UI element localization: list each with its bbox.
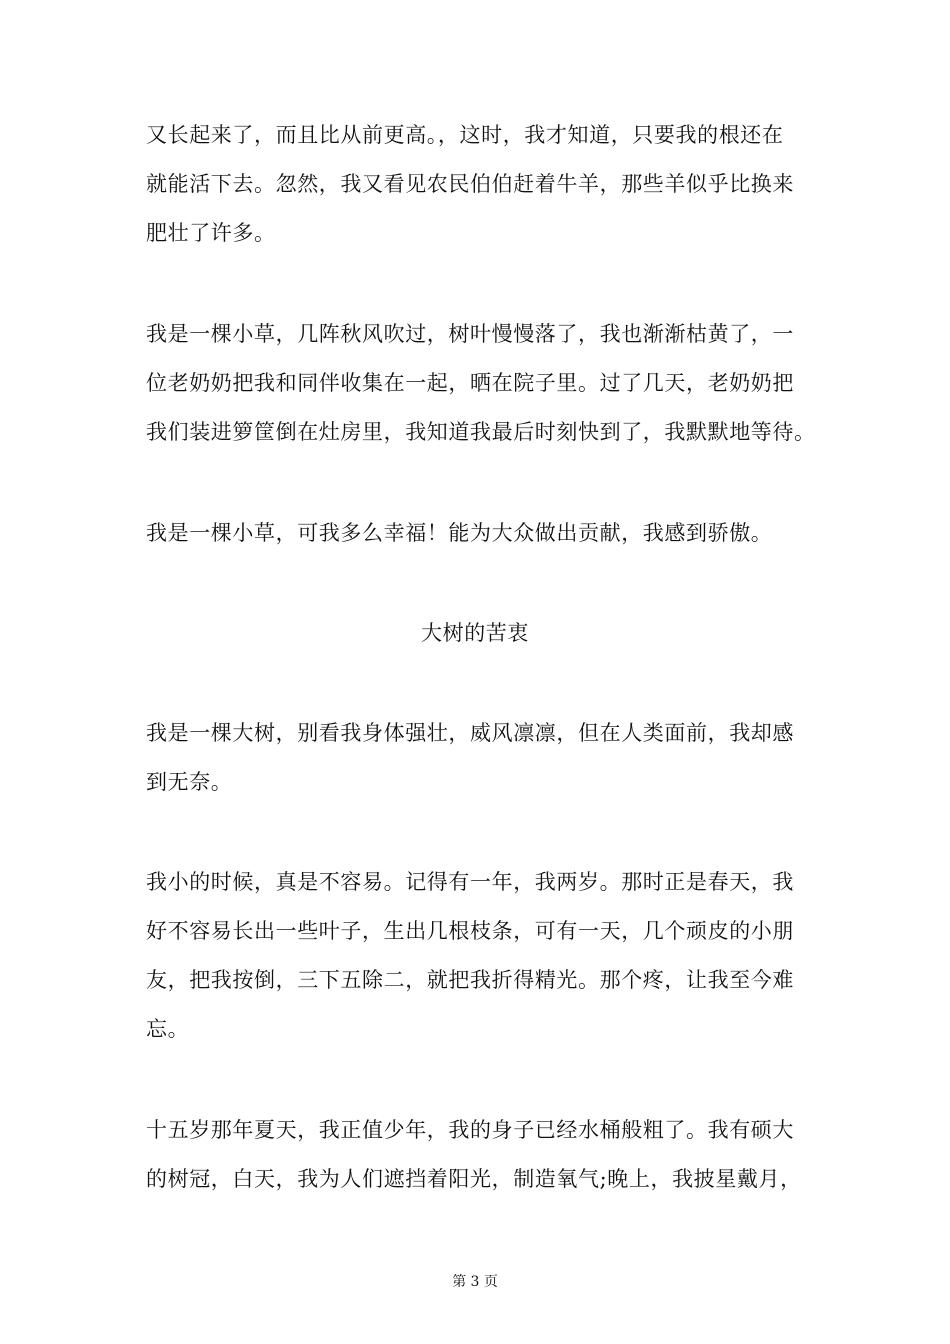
text-line: 我是一棵大树，别看我身体强壮，威风凛凛，但在人类面前，我却感 xyxy=(146,721,794,745)
page-number: 3 xyxy=(470,1274,480,1290)
paragraph-1 xyxy=(146,111,810,258)
text-line: 的树冠，白天，我为人们遮挡着阳光，制造氧气;晚上，我披星戴月， xyxy=(146,1167,802,1191)
text-line: 就能活下去。忽然，我又看见农民伯伯赶着牛羊，那些羊似乎比换来 xyxy=(146,172,794,196)
text-line: 到无奈。 xyxy=(146,770,233,794)
text-line: 我们装进箩筐倒在灶房里，我知道我最后时刻快到了，我默默地等待。 xyxy=(146,420,816,444)
text-line: 我小的时候，真是不容易。记得有一年，我两岁。那时正是春天，我 xyxy=(146,870,794,894)
page-label-suffix: 页 xyxy=(483,1274,498,1290)
text-line: 又长起来了，而且比从前更高。，这时，我才知道，只要我的根还在 xyxy=(146,123,784,147)
text-line: 好不容易长出一些叶子，生出几根枝条，可有一天，几个顽皮的小朋 xyxy=(146,919,794,943)
text-line: 友，把我按倒，三下五除二，就把我折得精光。那个疼，让我至今难 xyxy=(146,968,794,992)
paragraph-6 xyxy=(146,1106,810,1204)
text-line: 十五岁那年夏天，我正值少年，我的身子已经水桶般粗了。我有硕大 xyxy=(146,1118,794,1142)
page-label-prefix: 第 xyxy=(452,1274,467,1290)
text-line: 我是一棵小草，可我多么幸福！能为大众做出贡献，我感到骄傲。 xyxy=(146,521,773,545)
page-footer xyxy=(0,1272,950,1292)
text-line: 位老奶奶把我和同伴收集在一起，晒在院子里。过了几天，老奶奶把 xyxy=(146,371,794,395)
paragraph-5 xyxy=(146,858,810,1054)
text-line: 忘。 xyxy=(146,1017,190,1041)
paragraph-4 xyxy=(146,709,810,807)
paragraph-3 xyxy=(146,509,810,558)
text-line: 肥壮了许多。 xyxy=(146,221,276,245)
paragraph-2 xyxy=(146,310,816,457)
section-title: 大树的苦衷 xyxy=(421,621,529,645)
text-line: 我是一棵小草，几阵秋风吹过，树叶慢慢落了，我也渐渐枯黄了，一 xyxy=(146,322,794,346)
